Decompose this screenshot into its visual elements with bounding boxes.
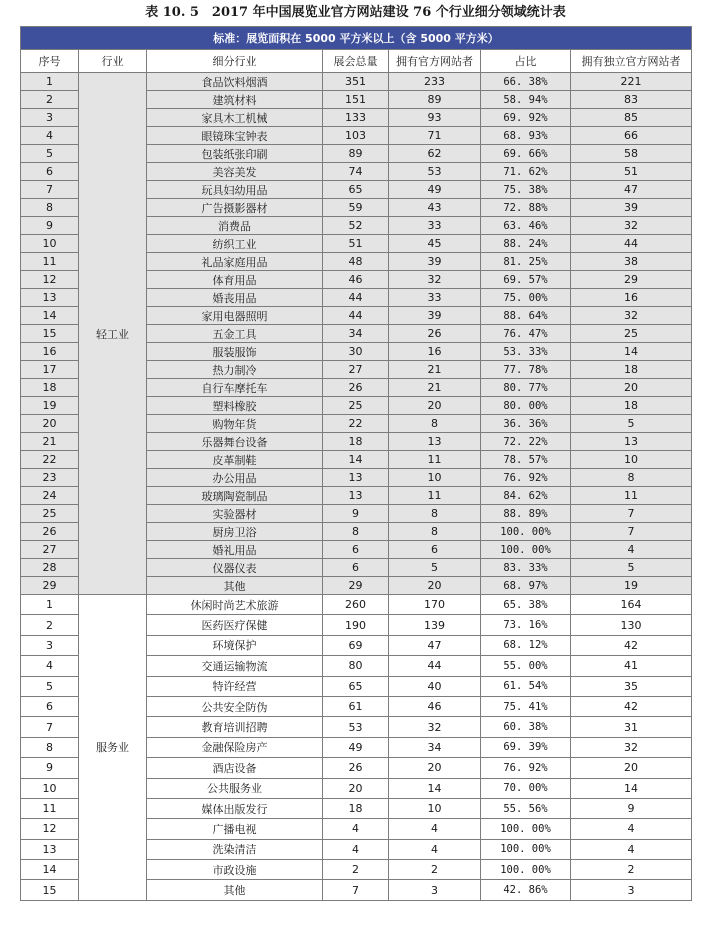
with-independent-site: 14 bbox=[571, 778, 692, 798]
with-official-site: 39 bbox=[389, 307, 481, 325]
row-number: 7 bbox=[21, 717, 79, 737]
expo-total: 6 bbox=[323, 559, 389, 577]
sub-industry: 广告摄影器材 bbox=[147, 199, 323, 217]
with-official-site: 20 bbox=[389, 577, 481, 595]
site-ratio: 66. 38% bbox=[481, 73, 571, 91]
site-ratio: 83. 33% bbox=[481, 559, 571, 577]
row-number: 14 bbox=[21, 307, 79, 325]
sub-industry: 媒体出版发行 bbox=[147, 798, 323, 818]
with-independent-site: 5 bbox=[571, 415, 692, 433]
sub-industry: 广播电视 bbox=[147, 819, 323, 839]
header-ratio: 占比 bbox=[481, 50, 571, 73]
with-official-site: 170 bbox=[389, 595, 481, 615]
expo-total: 9 bbox=[323, 505, 389, 523]
sub-industry: 环境保护 bbox=[147, 635, 323, 655]
with-official-site: 89 bbox=[389, 91, 481, 109]
row-number: 11 bbox=[21, 253, 79, 271]
with-independent-site: 42 bbox=[571, 696, 692, 716]
row-number: 1 bbox=[21, 73, 79, 91]
expo-total: 13 bbox=[323, 487, 389, 505]
expo-total: 20 bbox=[323, 778, 389, 798]
site-ratio: 71. 62% bbox=[481, 163, 571, 181]
row-number: 26 bbox=[21, 523, 79, 541]
sub-industry: 市政设施 bbox=[147, 860, 323, 880]
site-ratio: 88. 64% bbox=[481, 307, 571, 325]
row-number: 25 bbox=[21, 505, 79, 523]
with-independent-site: 2 bbox=[571, 860, 692, 880]
with-independent-site: 4 bbox=[571, 819, 692, 839]
sub-industry: 酒店设备 bbox=[147, 758, 323, 778]
with-independent-site: 14 bbox=[571, 343, 692, 361]
with-independent-site: 221 bbox=[571, 73, 692, 91]
with-independent-site: 164 bbox=[571, 595, 692, 615]
with-independent-site: 20 bbox=[571, 758, 692, 778]
with-official-site: 53 bbox=[389, 163, 481, 181]
site-ratio: 53. 33% bbox=[481, 343, 571, 361]
with-independent-site: 32 bbox=[571, 307, 692, 325]
sub-industry: 体育用品 bbox=[147, 271, 323, 289]
site-ratio: 68. 12% bbox=[481, 635, 571, 655]
sub-industry: 婚丧用品 bbox=[147, 289, 323, 307]
row-number: 3 bbox=[21, 635, 79, 655]
expo-total: 74 bbox=[323, 163, 389, 181]
with-independent-site: 4 bbox=[571, 541, 692, 559]
sub-industry: 特许经营 bbox=[147, 676, 323, 696]
site-ratio: 63. 46% bbox=[481, 217, 571, 235]
table-row bbox=[21, 595, 692, 615]
expo-total: 103 bbox=[323, 127, 389, 145]
with-official-site: 71 bbox=[389, 127, 481, 145]
row-number: 9 bbox=[21, 217, 79, 235]
site-ratio: 80. 00% bbox=[481, 397, 571, 415]
with-official-site: 16 bbox=[389, 343, 481, 361]
row-number: 10 bbox=[21, 778, 79, 798]
site-ratio: 55. 00% bbox=[481, 656, 571, 676]
expo-total: 65 bbox=[323, 181, 389, 199]
row-number: 2 bbox=[21, 91, 79, 109]
with-official-site: 14 bbox=[389, 778, 481, 798]
statistics-table bbox=[20, 26, 692, 901]
expo-total: 51 bbox=[323, 235, 389, 253]
sub-industry: 办公用品 bbox=[147, 469, 323, 487]
header-no: 序号 bbox=[21, 50, 79, 73]
with-official-site: 2 bbox=[389, 860, 481, 880]
sub-industry: 医药医疗保健 bbox=[147, 615, 323, 635]
row-number: 1 bbox=[21, 595, 79, 615]
expo-total: 151 bbox=[323, 91, 389, 109]
with-official-site: 44 bbox=[389, 656, 481, 676]
sub-industry: 交通运输物流 bbox=[147, 656, 323, 676]
sub-industry: 其他 bbox=[147, 577, 323, 595]
expo-total: 26 bbox=[323, 379, 389, 397]
row-number: 27 bbox=[21, 541, 79, 559]
site-ratio: 72. 22% bbox=[481, 433, 571, 451]
site-ratio: 75. 00% bbox=[481, 289, 571, 307]
sub-industry: 食品饮料烟酒 bbox=[147, 73, 323, 91]
sub-industry: 包装纸张印刷 bbox=[147, 145, 323, 163]
sub-industry: 五金工具 bbox=[147, 325, 323, 343]
with-official-site: 33 bbox=[389, 289, 481, 307]
expo-total: 80 bbox=[323, 656, 389, 676]
with-independent-site: 4 bbox=[571, 839, 692, 859]
with-official-site: 21 bbox=[389, 379, 481, 397]
row-number: 29 bbox=[21, 577, 79, 595]
row-number: 2 bbox=[21, 615, 79, 635]
with-independent-site: 58 bbox=[571, 145, 692, 163]
expo-total: 13 bbox=[323, 469, 389, 487]
site-ratio: 80. 77% bbox=[481, 379, 571, 397]
site-ratio: 100. 00% bbox=[481, 541, 571, 559]
with-official-site: 47 bbox=[389, 635, 481, 655]
expo-total: 4 bbox=[323, 839, 389, 859]
with-official-site: 139 bbox=[389, 615, 481, 635]
row-number: 22 bbox=[21, 451, 79, 469]
with-official-site: 20 bbox=[389, 758, 481, 778]
with-independent-site: 20 bbox=[571, 379, 692, 397]
table-title: 表 10. 5 2017 年中国展览业官方网站建设 76 个行业细分领域统计表 bbox=[145, 5, 566, 20]
site-ratio: 84. 62% bbox=[481, 487, 571, 505]
with-independent-site: 38 bbox=[571, 253, 692, 271]
row-number: 9 bbox=[21, 758, 79, 778]
sub-industry: 礼品家庭用品 bbox=[147, 253, 323, 271]
with-independent-site: 35 bbox=[571, 676, 692, 696]
site-ratio: 60. 38% bbox=[481, 717, 571, 737]
expo-total: 133 bbox=[323, 109, 389, 127]
row-number: 15 bbox=[21, 325, 79, 343]
site-ratio: 75. 41% bbox=[481, 696, 571, 716]
with-independent-site: 130 bbox=[571, 615, 692, 635]
site-ratio: 78. 57% bbox=[481, 451, 571, 469]
row-number: 5 bbox=[21, 145, 79, 163]
with-official-site: 45 bbox=[389, 235, 481, 253]
with-official-site: 3 bbox=[389, 880, 481, 900]
header-industry: 行业 bbox=[79, 50, 147, 73]
with-independent-site: 41 bbox=[571, 656, 692, 676]
with-official-site: 33 bbox=[389, 217, 481, 235]
sub-industry: 家具木工机械 bbox=[147, 109, 323, 127]
sub-industry: 皮革制鞋 bbox=[147, 451, 323, 469]
row-number: 4 bbox=[21, 656, 79, 676]
expo-total: 6 bbox=[323, 541, 389, 559]
sub-industry: 家用电器照明 bbox=[147, 307, 323, 325]
with-independent-site: 5 bbox=[571, 559, 692, 577]
expo-total: 34 bbox=[323, 325, 389, 343]
site-ratio: 69. 66% bbox=[481, 145, 571, 163]
expo-total: 30 bbox=[323, 343, 389, 361]
row-number: 20 bbox=[21, 415, 79, 433]
expo-total: 29 bbox=[323, 577, 389, 595]
site-ratio: 100. 00% bbox=[481, 860, 571, 880]
sub-industry: 休闲时尚艺术旅游 bbox=[147, 595, 323, 615]
expo-total: 190 bbox=[323, 615, 389, 635]
row-number: 11 bbox=[21, 798, 79, 818]
site-ratio: 55. 56% bbox=[481, 798, 571, 818]
row-number: 8 bbox=[21, 737, 79, 757]
expo-total: 44 bbox=[323, 307, 389, 325]
sub-industry: 其他 bbox=[147, 880, 323, 900]
site-ratio: 36. 36% bbox=[481, 415, 571, 433]
expo-total: 52 bbox=[323, 217, 389, 235]
with-official-site: 93 bbox=[389, 109, 481, 127]
with-independent-site: 7 bbox=[571, 505, 692, 523]
sub-industry: 纺织工业 bbox=[147, 235, 323, 253]
with-official-site: 21 bbox=[389, 361, 481, 379]
site-ratio: 69. 57% bbox=[481, 271, 571, 289]
with-official-site: 20 bbox=[389, 397, 481, 415]
expo-total: 18 bbox=[323, 798, 389, 818]
sub-industry: 购物年货 bbox=[147, 415, 323, 433]
with-independent-site: 8 bbox=[571, 469, 692, 487]
with-independent-site: 42 bbox=[571, 635, 692, 655]
site-ratio: 65. 38% bbox=[481, 595, 571, 615]
sub-industry: 消费品 bbox=[147, 217, 323, 235]
with-independent-site: 18 bbox=[571, 361, 692, 379]
row-number: 16 bbox=[21, 343, 79, 361]
site-ratio: 100. 00% bbox=[481, 523, 571, 541]
with-official-site: 43 bbox=[389, 199, 481, 217]
site-ratio: 100. 00% bbox=[481, 839, 571, 859]
expo-total: 53 bbox=[323, 717, 389, 737]
header-with-site: 拥有官方网站者 bbox=[389, 50, 481, 73]
expo-total: 7 bbox=[323, 880, 389, 900]
with-independent-site: 44 bbox=[571, 235, 692, 253]
site-ratio: 61. 54% bbox=[481, 676, 571, 696]
with-official-site: 6 bbox=[389, 541, 481, 559]
with-official-site: 46 bbox=[389, 696, 481, 716]
sub-industry: 婚礼用品 bbox=[147, 541, 323, 559]
site-ratio: 72. 88% bbox=[481, 199, 571, 217]
site-ratio: 81. 25% bbox=[481, 253, 571, 271]
expo-total: 61 bbox=[323, 696, 389, 716]
sub-industry: 建筑材料 bbox=[147, 91, 323, 109]
site-ratio: 77. 78% bbox=[481, 361, 571, 379]
with-official-site: 26 bbox=[389, 325, 481, 343]
with-independent-site: 7 bbox=[571, 523, 692, 541]
expo-total: 89 bbox=[323, 145, 389, 163]
site-ratio: 76. 47% bbox=[481, 325, 571, 343]
expo-total: 14 bbox=[323, 451, 389, 469]
sub-industry: 玻璃陶瓷制品 bbox=[147, 487, 323, 505]
service-industry-section bbox=[21, 595, 692, 901]
with-official-site: 233 bbox=[389, 73, 481, 91]
with-official-site: 8 bbox=[389, 505, 481, 523]
sub-industry: 厨房卫浴 bbox=[147, 523, 323, 541]
with-independent-site: 25 bbox=[571, 325, 692, 343]
with-independent-site: 31 bbox=[571, 717, 692, 737]
row-number: 15 bbox=[21, 880, 79, 900]
site-ratio: 73. 16% bbox=[481, 615, 571, 635]
expo-total: 22 bbox=[323, 415, 389, 433]
expo-total: 69 bbox=[323, 635, 389, 655]
site-ratio: 76. 92% bbox=[481, 758, 571, 778]
site-ratio: 68. 93% bbox=[481, 127, 571, 145]
with-official-site: 5 bbox=[389, 559, 481, 577]
row-number: 8 bbox=[21, 199, 79, 217]
with-official-site: 34 bbox=[389, 737, 481, 757]
row-number: 3 bbox=[21, 109, 79, 127]
sub-industry: 公共安全防伪 bbox=[147, 696, 323, 716]
with-independent-site: 3 bbox=[571, 880, 692, 900]
row-number: 28 bbox=[21, 559, 79, 577]
expo-total: 8 bbox=[323, 523, 389, 541]
standard-banner: 标准：展览面积在 5000 平方米以上（含 5000 平方米） bbox=[21, 27, 692, 50]
expo-total: 25 bbox=[323, 397, 389, 415]
sub-industry: 公共服务业 bbox=[147, 778, 323, 798]
with-official-site: 62 bbox=[389, 145, 481, 163]
row-number: 4 bbox=[21, 127, 79, 145]
with-independent-site: 29 bbox=[571, 271, 692, 289]
light-industry-section bbox=[21, 73, 692, 595]
industry-category: 服务业 bbox=[79, 595, 147, 901]
site-ratio: 69. 92% bbox=[481, 109, 571, 127]
row-number: 17 bbox=[21, 361, 79, 379]
row-number: 13 bbox=[21, 839, 79, 859]
row-number: 12 bbox=[21, 271, 79, 289]
with-official-site: 10 bbox=[389, 798, 481, 818]
with-independent-site: 32 bbox=[571, 737, 692, 757]
row-number: 21 bbox=[21, 433, 79, 451]
with-independent-site: 32 bbox=[571, 217, 692, 235]
sub-industry: 仪器仪表 bbox=[147, 559, 323, 577]
sub-industry: 金融保险房产 bbox=[147, 737, 323, 757]
site-ratio: 76. 92% bbox=[481, 469, 571, 487]
expo-total: 2 bbox=[323, 860, 389, 880]
with-independent-site: 85 bbox=[571, 109, 692, 127]
expo-total: 260 bbox=[323, 595, 389, 615]
sub-industry: 美容美发 bbox=[147, 163, 323, 181]
expo-total: 48 bbox=[323, 253, 389, 271]
with-official-site: 4 bbox=[389, 839, 481, 859]
expo-total: 46 bbox=[323, 271, 389, 289]
table-row bbox=[21, 73, 692, 91]
expo-total: 65 bbox=[323, 676, 389, 696]
sub-industry: 乐器舞台设备 bbox=[147, 433, 323, 451]
site-ratio: 88. 89% bbox=[481, 505, 571, 523]
with-independent-site: 13 bbox=[571, 433, 692, 451]
with-independent-site: 19 bbox=[571, 577, 692, 595]
with-independent-site: 47 bbox=[571, 181, 692, 199]
sub-industry: 实验器材 bbox=[147, 505, 323, 523]
with-independent-site: 16 bbox=[571, 289, 692, 307]
with-official-site: 32 bbox=[389, 717, 481, 737]
row-number: 12 bbox=[21, 819, 79, 839]
with-official-site: 49 bbox=[389, 181, 481, 199]
row-number: 13 bbox=[21, 289, 79, 307]
with-official-site: 39 bbox=[389, 253, 481, 271]
with-official-site: 4 bbox=[389, 819, 481, 839]
sub-industry: 热力制冷 bbox=[147, 361, 323, 379]
with-official-site: 8 bbox=[389, 523, 481, 541]
header-expo-total: 展会总量 bbox=[323, 50, 389, 73]
site-ratio: 75. 38% bbox=[481, 181, 571, 199]
row-number: 6 bbox=[21, 163, 79, 181]
expo-total: 49 bbox=[323, 737, 389, 757]
with-official-site: 10 bbox=[389, 469, 481, 487]
sub-industry: 自行车摩托车 bbox=[147, 379, 323, 397]
sub-industry: 洗染清洁 bbox=[147, 839, 323, 859]
with-independent-site: 39 bbox=[571, 199, 692, 217]
with-official-site: 13 bbox=[389, 433, 481, 451]
row-number: 24 bbox=[21, 487, 79, 505]
with-official-site: 32 bbox=[389, 271, 481, 289]
with-official-site: 8 bbox=[389, 415, 481, 433]
row-number: 23 bbox=[21, 469, 79, 487]
with-independent-site: 11 bbox=[571, 487, 692, 505]
row-number: 5 bbox=[21, 676, 79, 696]
site-ratio: 69. 39% bbox=[481, 737, 571, 757]
expo-total: 59 bbox=[323, 199, 389, 217]
sub-industry: 教育培训招聘 bbox=[147, 717, 323, 737]
header-independent-site: 拥有独立官方网站者 bbox=[571, 50, 692, 73]
row-number: 6 bbox=[21, 696, 79, 716]
expo-total: 4 bbox=[323, 819, 389, 839]
row-number: 14 bbox=[21, 860, 79, 880]
row-number: 7 bbox=[21, 181, 79, 199]
row-number: 19 bbox=[21, 397, 79, 415]
header-sub-industry: 细分行业 bbox=[147, 50, 323, 73]
with-independent-site: 10 bbox=[571, 451, 692, 469]
industry-category: 轻工业 bbox=[79, 73, 147, 595]
site-ratio: 70. 00% bbox=[481, 778, 571, 798]
expo-total: 26 bbox=[323, 758, 389, 778]
with-official-site: 40 bbox=[389, 676, 481, 696]
site-ratio: 58. 94% bbox=[481, 91, 571, 109]
sub-industry: 玩具妇幼用品 bbox=[147, 181, 323, 199]
expo-total: 44 bbox=[323, 289, 389, 307]
with-independent-site: 51 bbox=[571, 163, 692, 181]
row-number: 10 bbox=[21, 235, 79, 253]
with-official-site: 11 bbox=[389, 451, 481, 469]
sub-industry: 眼镜珠宝钟表 bbox=[147, 127, 323, 145]
with-independent-site: 18 bbox=[571, 397, 692, 415]
sub-industry: 服装服饰 bbox=[147, 343, 323, 361]
expo-total: 18 bbox=[323, 433, 389, 451]
with-independent-site: 66 bbox=[571, 127, 692, 145]
expo-total: 351 bbox=[323, 73, 389, 91]
with-official-site: 11 bbox=[389, 487, 481, 505]
with-independent-site: 83 bbox=[571, 91, 692, 109]
site-ratio: 100. 00% bbox=[481, 819, 571, 839]
site-ratio: 68. 97% bbox=[481, 577, 571, 595]
site-ratio: 42. 86% bbox=[481, 880, 571, 900]
site-ratio: 88. 24% bbox=[481, 235, 571, 253]
row-number: 18 bbox=[21, 379, 79, 397]
expo-total: 27 bbox=[323, 361, 389, 379]
sub-industry: 塑料橡胶 bbox=[147, 397, 323, 415]
with-independent-site: 9 bbox=[571, 798, 692, 818]
